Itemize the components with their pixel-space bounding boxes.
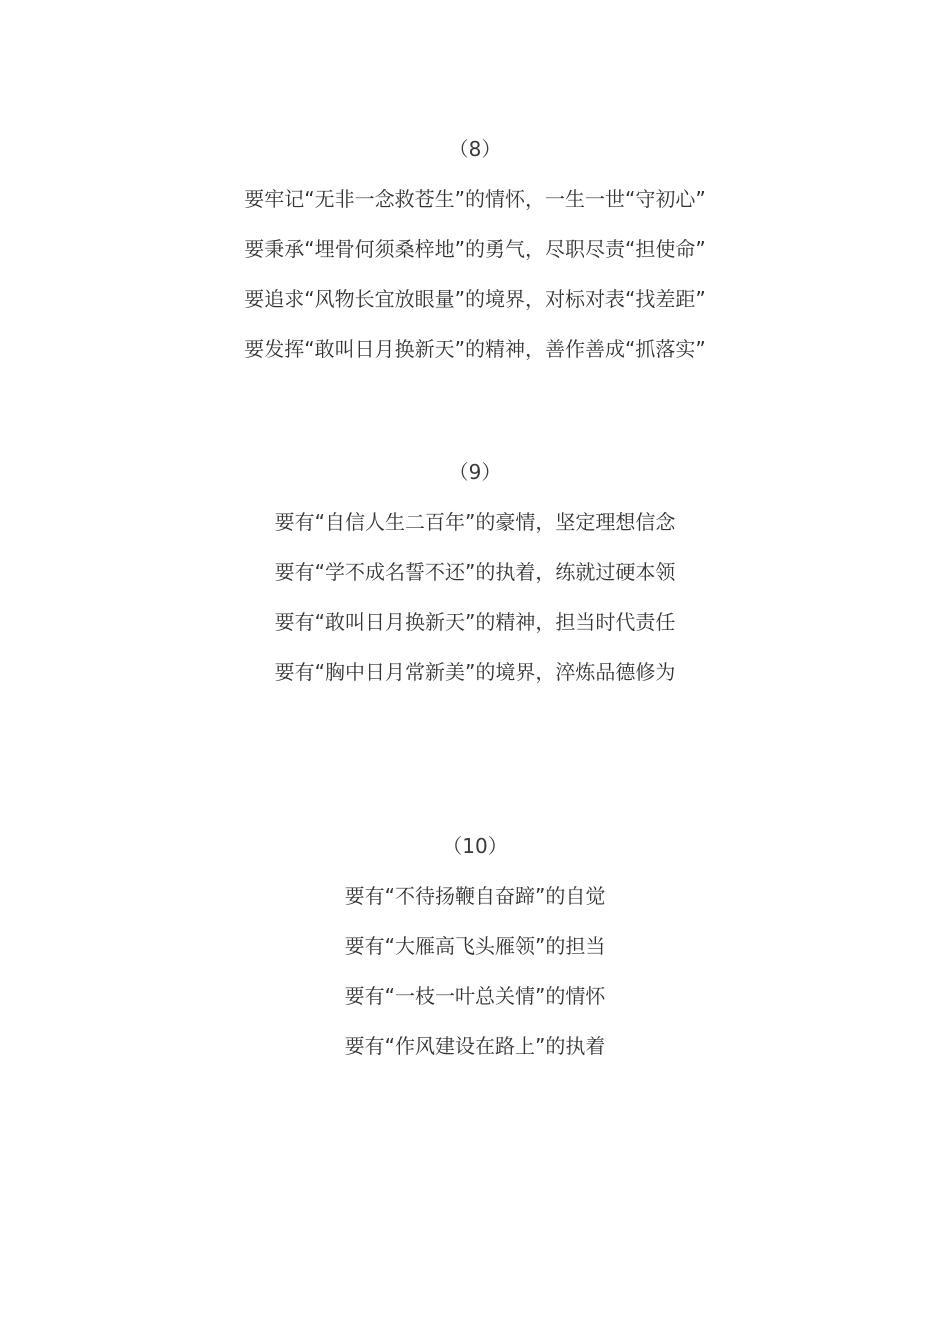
text-line: 要有“敢叫日月换新天”的精神，担当时代责任 — [274, 610, 676, 634]
text-line: 要追求“风物长宜放眼量”的境界，对标对表“找差距” — [244, 287, 706, 311]
section-lines — [0, 497, 950, 697]
text-line: 要牢记“无非一念救苍生”的情怀，一生一世“守初心” — [244, 187, 706, 211]
text-line: 要有“一枝一叶总关情”的情怀 — [344, 984, 606, 1008]
section-number: （8） — [448, 137, 502, 161]
section-9 — [0, 460, 950, 697]
text-line: 要有“学不成名誓不还”的执着，练就过硬本领 — [274, 560, 676, 584]
section-10 — [0, 834, 950, 1071]
text-line: 要有“胸中日月常新美”的境界，淬炼品德修为 — [274, 660, 676, 684]
section-lines — [0, 174, 950, 374]
section-number: （10） — [442, 834, 508, 858]
text-line: 要有“大雁高飞头雁领”的担当 — [344, 934, 606, 958]
section-lines — [0, 871, 950, 1071]
section-number: （9） — [448, 460, 502, 484]
text-line: 要发挥“敢叫日月换新天”的精神，善作善成“抓落实” — [244, 337, 706, 361]
section-8 — [0, 137, 950, 374]
text-line: 要有“作风建设在路上”的执着 — [344, 1034, 606, 1058]
text-line: 要有“不待扬鞭自奋蹄”的自觉 — [344, 884, 606, 908]
text-line: 要有“自信人生二百年”的豪情，坚定理想信念 — [274, 510, 676, 534]
text-line: 要秉承“埋骨何须桑梓地”的勇气，尽职尽责“担使命” — [244, 237, 706, 261]
